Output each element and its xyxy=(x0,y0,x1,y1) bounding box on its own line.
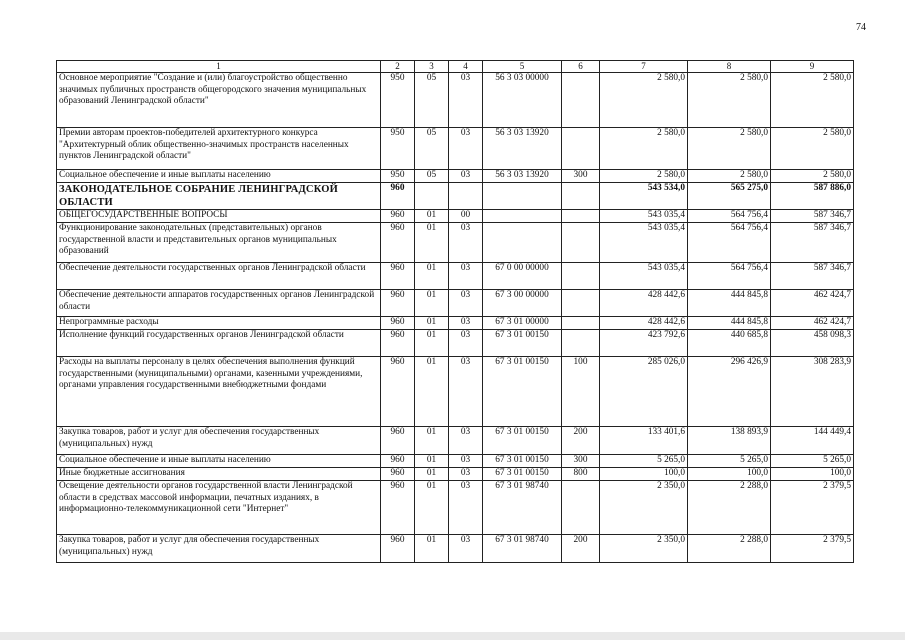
cell-vr xyxy=(562,73,600,128)
cell-gr: 950 xyxy=(381,170,415,183)
cell-amount-2: 564 756,4 xyxy=(688,263,771,290)
cell-amount-3: 458 098,3 xyxy=(771,330,854,357)
cell-rz: 05 xyxy=(415,73,449,128)
cell-amount-3: 587 346,7 xyxy=(771,263,854,290)
table-row xyxy=(57,481,854,535)
cell-rz: 05 xyxy=(415,170,449,183)
cell-amount-1: 543 035,4 xyxy=(600,223,688,263)
cell-csr: 56 3 03 00000 xyxy=(483,73,562,128)
cell-vr xyxy=(562,128,600,170)
cell-vr: 200 xyxy=(562,427,600,455)
cell-csr: 67 0 00 00000 xyxy=(483,263,562,290)
cell-amount-3: 587 346,7 xyxy=(771,210,854,223)
cell-rz: 01 xyxy=(415,427,449,455)
row-name: Социальное обеспечение и иные выплаты населению xyxy=(57,170,381,183)
cell-pr: 03 xyxy=(449,455,483,468)
cell-vr xyxy=(562,183,600,210)
table-row xyxy=(57,223,854,263)
table-row xyxy=(57,455,854,468)
cell-rz: 01 xyxy=(415,357,449,427)
cell-amount-1: 543 035,4 xyxy=(600,263,688,290)
cell-gr: 950 xyxy=(381,128,415,170)
row-name: Расходы на выплаты персоналу в целях обеспечения выполнения функций государственными (муниципальными) органами, казенными учреждениями, органами управления государственными внебюджетными фондами xyxy=(57,357,381,427)
cell-rz: 01 xyxy=(415,290,449,317)
cell-rz: 01 xyxy=(415,481,449,535)
cell-csr xyxy=(483,210,562,223)
cell-amount-1: 2 350,0 xyxy=(600,481,688,535)
cell-csr: 67 3 01 00150 xyxy=(483,468,562,481)
cell-pr: 03 xyxy=(449,290,483,317)
row-name: Премии авторам проектов-победителей архитектурного конкурса "Архитектурный облик общественно-значимых пространств населенных пунктов Ленинградской области" xyxy=(57,128,381,170)
row-name: Функционирование законодательных (представительных) органов государственной власти и представительных органов муниципальных образований xyxy=(57,223,381,263)
column-header: 9 xyxy=(771,61,854,73)
table-row xyxy=(57,73,854,128)
cell-amount-3: 2 580,0 xyxy=(771,128,854,170)
cell-gr: 960 xyxy=(381,468,415,481)
header-row xyxy=(57,61,854,73)
cell-vr xyxy=(562,223,600,263)
table-row xyxy=(57,170,854,183)
row-name: Обеспечение деятельности государственных органов Ленинградской области xyxy=(57,263,381,290)
cell-rz xyxy=(415,183,449,210)
cell-amount-3: 308 283,9 xyxy=(771,357,854,427)
cell-rz: 01 xyxy=(415,330,449,357)
cell-amount-3: 2 379,5 xyxy=(771,481,854,535)
row-name: Основное мероприятие "Создание и (или) благоустройство общественно значимых публичных пространств общегородского значения муниципальных образований Ленинградской области" xyxy=(57,73,381,128)
cell-pr: 03 xyxy=(449,427,483,455)
row-name: ОБЩЕГОСУДАРСТВЕННЫЕ ВОПРОСЫ xyxy=(57,210,381,223)
cell-csr: 56 3 03 13920 xyxy=(483,170,562,183)
cell-amount-1: 133 401,6 xyxy=(600,427,688,455)
cell-csr: 67 3 01 00000 xyxy=(483,317,562,330)
cell-amount-1: 543 534,0 xyxy=(600,183,688,210)
cell-vr: 200 xyxy=(562,535,600,563)
row-name: Обеспечение деятельности аппаратов государственных органов Ленинградской области xyxy=(57,290,381,317)
cell-vr: 800 xyxy=(562,468,600,481)
cell-gr: 960 xyxy=(381,330,415,357)
cell-amount-2: 444 845,8 xyxy=(688,290,771,317)
cell-pr: 03 xyxy=(449,468,483,481)
cell-amount-1: 2 580,0 xyxy=(600,170,688,183)
table-row xyxy=(57,317,854,330)
cell-amount-1: 428 442,6 xyxy=(600,290,688,317)
cell-pr: 03 xyxy=(449,317,483,330)
cell-amount-1: 543 035,4 xyxy=(600,210,688,223)
column-header: 5 xyxy=(483,61,562,73)
cell-amount-3: 462 424,7 xyxy=(771,317,854,330)
column-header: 2 xyxy=(381,61,415,73)
cell-amount-2: 565 275,0 xyxy=(688,183,771,210)
cell-amount-1: 428 442,6 xyxy=(600,317,688,330)
cell-amount-1: 5 265,0 xyxy=(600,455,688,468)
cell-amount-3: 100,0 xyxy=(771,468,854,481)
cell-gr: 960 xyxy=(381,427,415,455)
cell-amount-3: 5 265,0 xyxy=(771,455,854,468)
column-header: 8 xyxy=(688,61,771,73)
cell-amount-2: 138 893,9 xyxy=(688,427,771,455)
cell-pr: 03 xyxy=(449,357,483,427)
cell-pr: 00 xyxy=(449,210,483,223)
cell-amount-2: 440 685,8 xyxy=(688,330,771,357)
table-row xyxy=(57,128,854,170)
cell-amount-3: 587 886,0 xyxy=(771,183,854,210)
cell-amount-1: 2 580,0 xyxy=(600,128,688,170)
cell-gr: 960 xyxy=(381,535,415,563)
cell-amount-2: 100,0 xyxy=(688,468,771,481)
cell-pr: 03 xyxy=(449,535,483,563)
cell-vr xyxy=(562,210,600,223)
cell-amount-3: 587 346,7 xyxy=(771,223,854,263)
cell-vr: 300 xyxy=(562,170,600,183)
cell-pr xyxy=(449,183,483,210)
cell-amount-2: 2 288,0 xyxy=(688,481,771,535)
cell-pr: 03 xyxy=(449,330,483,357)
row-name: Освещение деятельности органов государственной власти Ленинградской области в средствах массовой информации, печатных изданиях, в информационно-телекоммуникационной сети "Интернет" xyxy=(57,481,381,535)
cell-rz: 01 xyxy=(415,263,449,290)
row-name: ЗАКОНОДАТЕЛЬНОЕ СОБРАНИЕ ЛЕНИНГРАДСКОЙ ОБЛАСТИ xyxy=(57,183,381,210)
cell-vr xyxy=(562,317,600,330)
cell-gr: 960 xyxy=(381,455,415,468)
cell-csr: 56 3 03 13920 xyxy=(483,128,562,170)
cell-pr: 03 xyxy=(449,481,483,535)
table-row xyxy=(57,330,854,357)
cell-vr xyxy=(562,481,600,535)
cell-amount-1: 423 792,6 xyxy=(600,330,688,357)
cell-vr: 100 xyxy=(562,357,600,427)
column-header: 3 xyxy=(415,61,449,73)
cell-rz: 01 xyxy=(415,535,449,563)
cell-csr: 67 3 01 00150 xyxy=(483,455,562,468)
cell-csr: 67 3 01 98740 xyxy=(483,535,562,563)
cell-amount-1: 285 026,0 xyxy=(600,357,688,427)
row-name: Закупка товаров, работ и услуг для обеспечения государственных (муниципальных) нужд xyxy=(57,535,381,563)
cell-gr: 960 xyxy=(381,263,415,290)
cell-gr: 950 xyxy=(381,73,415,128)
cell-amount-3: 2 379,5 xyxy=(771,535,854,563)
cell-vr xyxy=(562,263,600,290)
cell-rz: 05 xyxy=(415,128,449,170)
cell-amount-1: 100,0 xyxy=(600,468,688,481)
cell-csr: 67 3 00 00000 xyxy=(483,290,562,317)
cell-pr: 03 xyxy=(449,128,483,170)
cell-gr: 960 xyxy=(381,317,415,330)
column-header: 6 xyxy=(562,61,600,73)
cell-gr: 960 xyxy=(381,183,415,210)
cell-csr xyxy=(483,183,562,210)
cell-gr: 960 xyxy=(381,357,415,427)
cell-amount-2: 2 580,0 xyxy=(688,170,771,183)
table-row xyxy=(57,210,854,223)
cell-amount-2: 564 756,4 xyxy=(688,210,771,223)
cell-amount-2: 5 265,0 xyxy=(688,455,771,468)
cell-rz: 01 xyxy=(415,468,449,481)
cell-amount-2: 296 426,9 xyxy=(688,357,771,427)
cell-rz: 01 xyxy=(415,455,449,468)
column-header: 7 xyxy=(600,61,688,73)
cell-csr: 67 3 01 00150 xyxy=(483,330,562,357)
column-header: 4 xyxy=(449,61,483,73)
row-name: Исполнение функций государственных органов Ленинградской области xyxy=(57,330,381,357)
cell-csr: 67 3 01 00150 xyxy=(483,357,562,427)
column-header: 1 xyxy=(57,61,381,73)
cell-gr: 960 xyxy=(381,290,415,317)
cell-amount-2: 2 288,0 xyxy=(688,535,771,563)
cell-pr: 03 xyxy=(449,263,483,290)
table-row xyxy=(57,357,854,427)
row-name: Закупка товаров, работ и услуг для обеспечения государственных (муниципальных) нужд xyxy=(57,427,381,455)
cell-amount-3: 2 580,0 xyxy=(771,73,854,128)
cell-pr: 03 xyxy=(449,170,483,183)
bottom-scan-edge xyxy=(0,632,905,640)
cell-vr: 300 xyxy=(562,455,600,468)
cell-amount-3: 144 449,4 xyxy=(771,427,854,455)
row-name: Социальное обеспечение и иные выплаты населению xyxy=(57,455,381,468)
table-row xyxy=(57,183,854,210)
table-row xyxy=(57,468,854,481)
cell-vr xyxy=(562,290,600,317)
page-number: 74 xyxy=(856,22,866,33)
cell-vr xyxy=(562,330,600,357)
cell-amount-1: 2 350,0 xyxy=(600,535,688,563)
cell-amount-2: 564 756,4 xyxy=(688,223,771,263)
table-body xyxy=(57,73,854,563)
cell-gr: 960 xyxy=(381,481,415,535)
table-row xyxy=(57,263,854,290)
budget-table xyxy=(56,60,854,563)
cell-csr: 67 3 01 98740 xyxy=(483,481,562,535)
cell-gr: 960 xyxy=(381,210,415,223)
table-row xyxy=(57,427,854,455)
cell-amount-2: 2 580,0 xyxy=(688,128,771,170)
cell-rz: 01 xyxy=(415,210,449,223)
row-name: Иные бюджетные ассигнования xyxy=(57,468,381,481)
cell-rz: 01 xyxy=(415,317,449,330)
cell-amount-1: 2 580,0 xyxy=(600,73,688,128)
cell-pr: 03 xyxy=(449,223,483,263)
cell-amount-2: 2 580,0 xyxy=(688,73,771,128)
cell-amount-2: 444 845,8 xyxy=(688,317,771,330)
table-row xyxy=(57,535,854,563)
cell-amount-3: 462 424,7 xyxy=(771,290,854,317)
cell-csr: 67 3 01 00150 xyxy=(483,427,562,455)
cell-amount-3: 2 580,0 xyxy=(771,170,854,183)
cell-rz: 01 xyxy=(415,223,449,263)
row-name: Непрограммные расходы xyxy=(57,317,381,330)
cell-pr: 03 xyxy=(449,73,483,128)
cell-gr: 960 xyxy=(381,223,415,263)
cell-csr xyxy=(483,223,562,263)
table-row xyxy=(57,290,854,317)
